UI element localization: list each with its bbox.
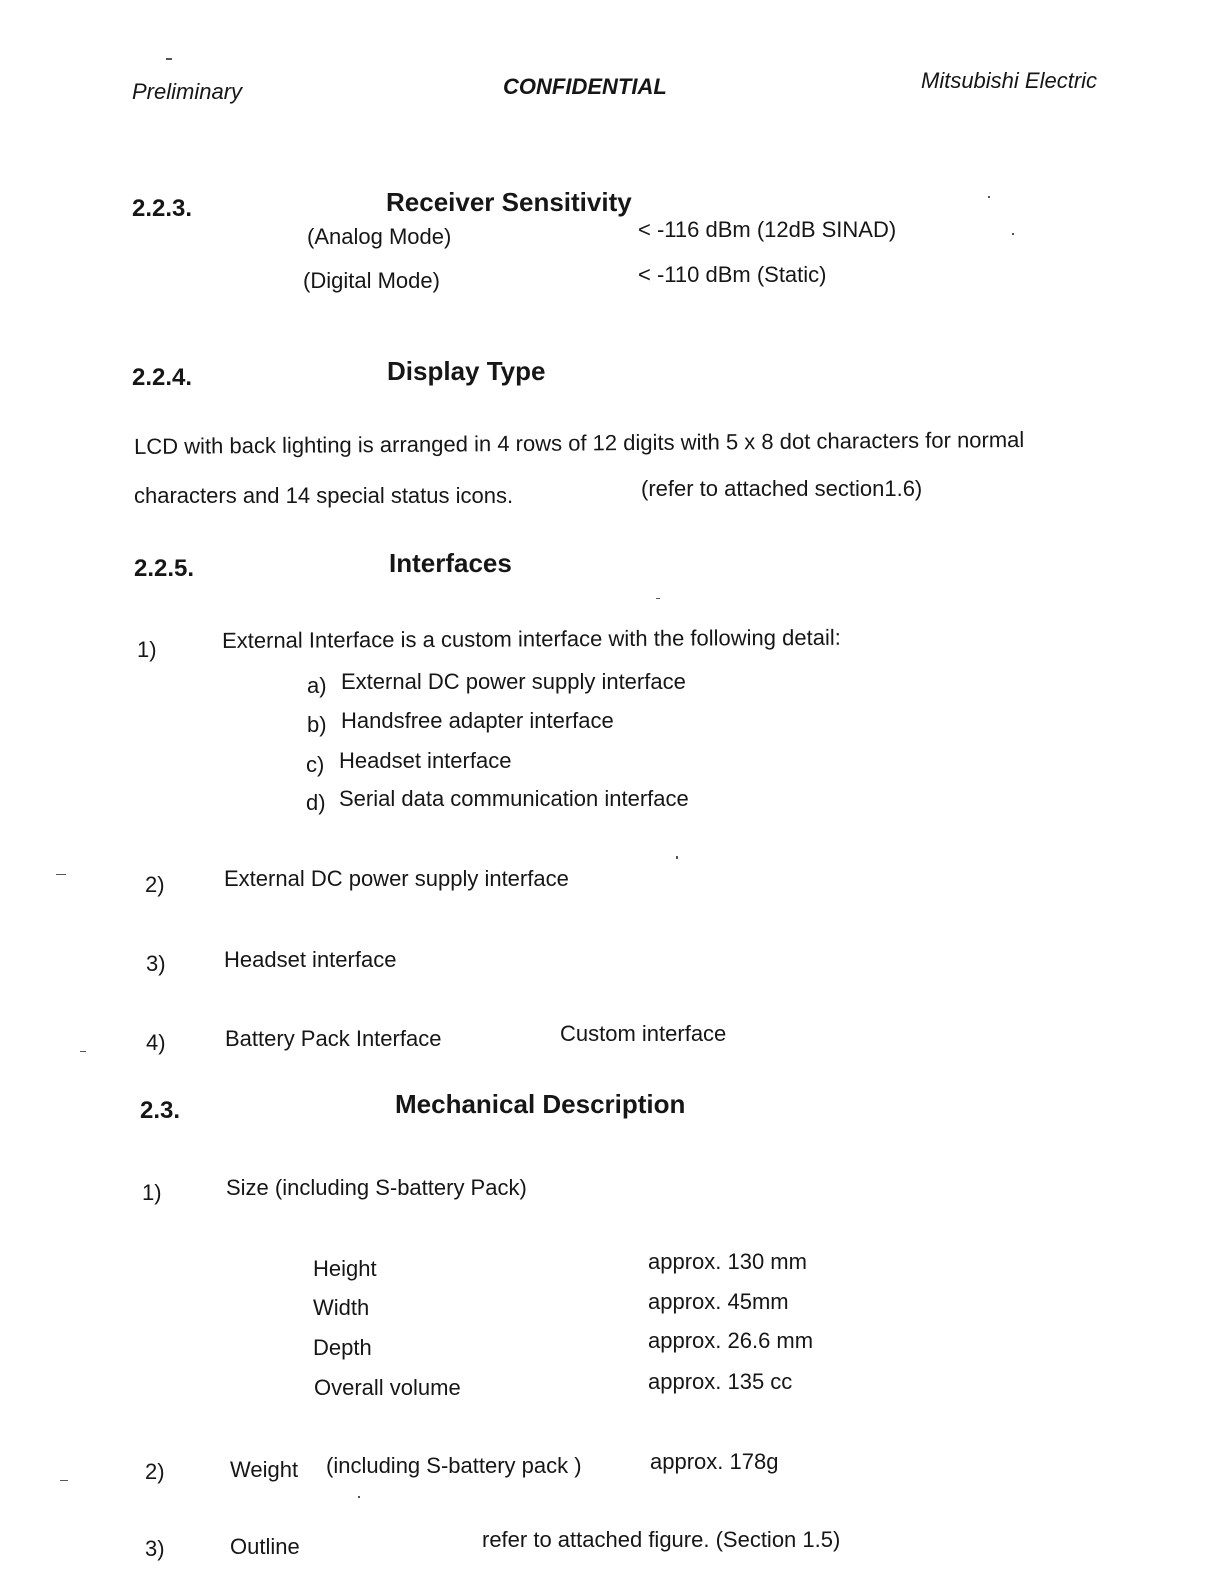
- interfaces-item3-text: Headset interface: [224, 947, 397, 972]
- sub-item-text-b: Handsfree adapter interface: [341, 708, 614, 733]
- scan-speck: [358, 1496, 360, 1498]
- digital-mode-label: (Digital Mode): [303, 268, 440, 293]
- size-height-label: Height: [313, 1256, 377, 1281]
- sub-item-text-a: External DC power supply interface: [341, 669, 686, 694]
- outline-value: refer to attached figure. (Section 1.5): [482, 1527, 841, 1552]
- sub-item-text-d: Serial data communication interface: [339, 786, 689, 811]
- interfaces-item1-number: 1): [137, 637, 157, 662]
- header-company: Mitsubishi Electric: [921, 68, 1098, 93]
- size-volume-label: Overall volume: [314, 1375, 461, 1400]
- mechanical-item2-number: 2): [145, 1459, 165, 1484]
- scan-speck: [656, 598, 660, 599]
- size-depth-label: Depth: [313, 1335, 372, 1360]
- header-confidential: CONFIDENTIAL: [503, 74, 667, 99]
- section-title-interfaces: Interfaces: [389, 548, 512, 578]
- sub-item-letter-c: c): [306, 752, 325, 777]
- interfaces-item4-number: 4): [146, 1030, 166, 1055]
- weight-note: (including S-battery pack ): [326, 1453, 582, 1478]
- section-number-2-2-4: 2.2.4.: [132, 364, 193, 391]
- mechanical-item1-number: 1): [142, 1180, 162, 1205]
- scan-speck: [60, 1480, 68, 1481]
- analog-mode-value: < -116 dBm (12dB SINAD): [638, 217, 897, 242]
- display-reference: (refer to attached section1.6): [641, 476, 923, 501]
- size-volume-value: approx. 135 cc: [648, 1369, 793, 1394]
- section-number-2-2-3: 2.2.3.: [132, 195, 193, 222]
- mechanical-item1-text: Size (including S-battery Pack): [226, 1175, 527, 1200]
- interfaces-item4-value: Custom interface: [560, 1021, 727, 1046]
- weight-label: Weight: [230, 1457, 299, 1482]
- size-width-value: approx. 45mm: [648, 1289, 789, 1314]
- sub-item-letter-a: a): [307, 673, 327, 698]
- sub-item-letter-d: d): [306, 790, 326, 815]
- scan-speck: [1012, 233, 1014, 235]
- interfaces-item2-text: External DC power supply interface: [224, 866, 569, 891]
- scan-speck: [676, 856, 678, 859]
- outline-label: Outline: [230, 1534, 300, 1559]
- analog-mode-label: (Analog Mode): [307, 224, 452, 249]
- size-width-label: Width: [313, 1295, 370, 1320]
- display-description-line1: LCD with back lighting is arranged in 4 rows of 12 digits with 5 x 8 dot characters for normal: [133, 427, 1025, 459]
- scan-speck: [56, 874, 66, 875]
- sub-item-text-c: Headset interface: [339, 748, 512, 773]
- section-title-mechanical-description: Mechanical Description: [395, 1089, 686, 1119]
- digital-mode-value: < -110 dBm (Static): [638, 262, 827, 287]
- display-description-line2: characters and 14 special status icons.: [134, 483, 514, 508]
- sub-item-letter-b: b): [307, 712, 327, 737]
- header-preliminary: Preliminary: [132, 79, 243, 104]
- interfaces-item3-number: 3): [146, 951, 166, 976]
- section-number-2-2-5: 2.2.5.: [134, 555, 195, 582]
- scan-speck: [166, 58, 172, 60]
- scan-speck: [988, 196, 990, 198]
- interfaces-item4-text: Battery Pack Interface: [225, 1026, 442, 1051]
- interfaces-item2-number: 2): [145, 872, 165, 897]
- scan-speck: [80, 1051, 86, 1052]
- section-title-receiver-sensitivity: Receiver Sensitivity: [386, 187, 632, 217]
- size-depth-value: approx. 26.6 mm: [648, 1328, 814, 1353]
- weight-value: approx. 178g: [650, 1449, 779, 1474]
- size-height-value: approx. 130 mm: [648, 1249, 807, 1274]
- mechanical-item3-number: 3): [145, 1536, 165, 1561]
- section-number-2-3: 2.3.: [140, 1097, 181, 1124]
- section-title-display-type: Display Type: [387, 356, 546, 386]
- interfaces-item1-text: External Interface is a custom interface with the following detail:: [221, 624, 841, 653]
